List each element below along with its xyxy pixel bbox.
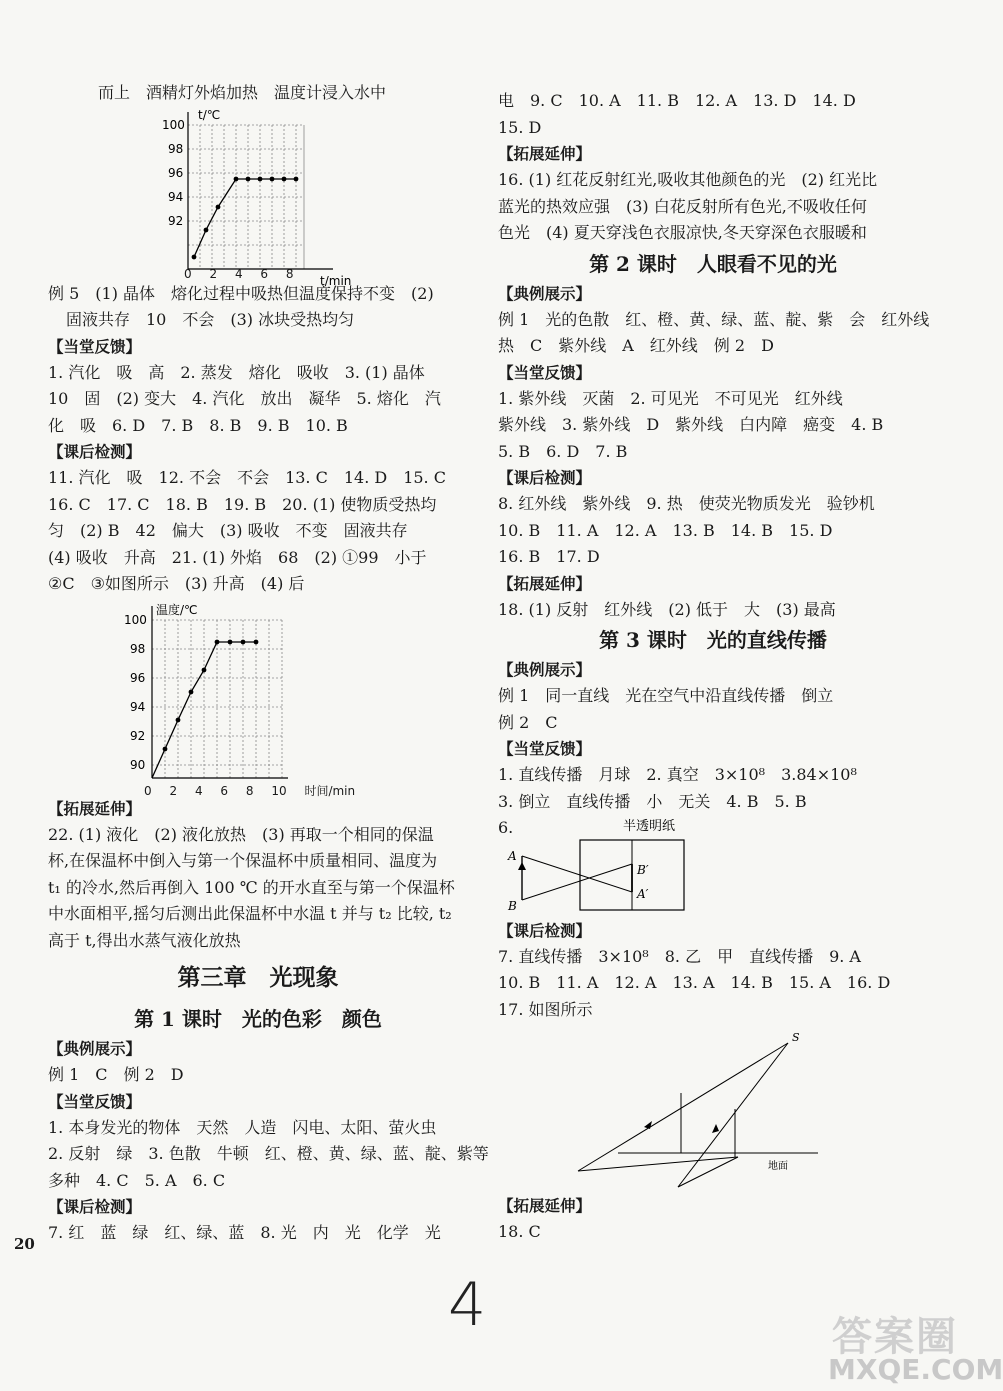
text-line: 1. 汽化 吸 高 2. 蒸发 熔化 吸收 3. (1) 晶体 [48, 362, 425, 382]
text-line: 7. 红 蓝 绿 红、绿、蓝 8. 光 内 光 化学 光 [48, 1223, 441, 1242]
ground-label: 地面 [768, 1161, 788, 1172]
y-tick: 92 [130, 728, 146, 743]
y-tick: 100 [162, 117, 185, 132]
text-line: 1. 紫外线 灭菌 2. 可见光 不可见光 红外线 [498, 388, 843, 408]
text-line: 15. D [498, 117, 542, 137]
text-line: 例 5 (1) 晶体 熔化过程中吸热但温度保持不变 (2) [48, 283, 434, 303]
text-line: 10 固 (2) 变大 4. 汽化 放出 凝华 5. 熔化 汽 [48, 389, 441, 408]
text-line: 10. B 11. A 12. A 13. A 14. B 15. A 16. D [498, 973, 891, 992]
section-heading: 【当堂反馈】 [498, 362, 592, 382]
text-line: t₁ 的冷水,然后再倒入 100 ℃ 的开水直至与第一个保温杯 [48, 877, 455, 897]
x-tick: 10 [271, 783, 287, 798]
text-line: 匀 (2) B 42 偏大 (3) 吸收 不变 固液共存 [48, 521, 408, 540]
text-line: 色光 (4) 夏天穿浅色衣服凉快,冬天穿深色衣服暖和 [498, 223, 867, 242]
text-line: 紫外线 3. 紫外线 D 紫外线 白内障 癌变 4. B [498, 415, 884, 434]
y-tick: 94 [130, 699, 146, 714]
text-line: 16. C 17. C 18. B 19. B 20. (1) 使物质受热均 [48, 494, 437, 514]
text-line: 7. 直线传播 3×10⁸ 8. 乙 甲 直线传播 9. A [498, 946, 861, 966]
section-heading: 【课后检测】 [498, 468, 592, 487]
section-heading: 【典例展示】 [48, 1039, 142, 1058]
watermark-url: MXQE.COM [828, 1353, 1003, 1386]
text-line: 10. B 11. A 12. A 13. B 14. B 15. D [498, 520, 833, 540]
y-axis-label: t/℃ [198, 107, 221, 122]
text-line: 6. [498, 818, 514, 837]
x-tick: 0 [144, 783, 152, 798]
pinhole-camera-figure [498, 818, 718, 918]
text-line: 例 1 光的色散 红、橙、黄、绿、蓝、靛、紫 会 红外线 [498, 309, 930, 329]
point-label: A [508, 848, 517, 863]
text-line: 22. (1) 液化 (2) 液化放热 (3) 再取一个相同的保温 [48, 824, 434, 844]
text-line: 而上 酒精灯外焰加热 温度计浸入水中 [98, 83, 387, 102]
text-line: 例 1 C 例 2 D [48, 1065, 184, 1084]
text-line: 16. B 17. D [498, 547, 600, 566]
x-tick: 2 [169, 783, 178, 798]
x-tick: 2 [209, 266, 218, 281]
x-tick: 6 [220, 783, 229, 798]
section-heading: 【典例展示】 [498, 283, 592, 303]
text-line: 热 C 紫外线 A 红外线 例 2 D [498, 336, 774, 355]
page-number: 20 [14, 1235, 35, 1253]
y-tick: 96 [168, 165, 184, 180]
light-ray-figure [498, 1023, 928, 1193]
text-line: 杯,在保温杯中倒入与第一个保温杯中质量相同、温度为 [48, 851, 438, 870]
text-line: 11. 汽化 吸 12. 不会 不会 13. C 14. D 15. C [48, 468, 446, 487]
section-heading: 【拓展延伸】 [498, 144, 592, 163]
lesson-title: 第 2 课时 人眼看不见的光 [589, 251, 837, 276]
x-tick: 8 [285, 266, 294, 281]
text-line: 2. 反射 绿 3. 色散 牛顿 红、橙、黄、绿、蓝、靛、紫等 [48, 1144, 489, 1163]
section-heading: 【当堂反馈】 [48, 1091, 142, 1111]
text-line: 固液共存 10 不会 (3) 冰块受热均匀 [66, 310, 355, 329]
point-label: A′ [637, 886, 649, 901]
y-tick: 92 [168, 213, 184, 228]
point-label: S [792, 1031, 800, 1044]
text-line: 1. 本身发光的物体 天然 人造 闪电、太阳、萤火虫 [48, 1117, 437, 1137]
point-label: B [508, 898, 517, 913]
section-heading: 【拓展延伸】 [48, 798, 142, 818]
watermark-title: 答案圈 [832, 1314, 958, 1360]
text-line: 电 9. C 10. A 11. B 12. A 13. D 14. D [498, 91, 856, 110]
text-line: 例 1 同一直线 光在空气中沿直线传播 倒立 [498, 686, 834, 705]
right-column [498, 88, 928, 1246]
text-line: 例 2 C [498, 712, 558, 732]
text-line: ②C ③如图所示 (3) 升高 (4) 后 [48, 574, 305, 593]
text-line: 3. 倒立 直线传播 小 无关 4. B 5. B [498, 791, 807, 811]
x-tick: 6 [260, 266, 269, 281]
text-line: 中水面相平,摇匀后测出此保温杯中水温 t 并与 t₂ 比较, t₂ [48, 904, 452, 923]
text-line: 蓝光的热效应强 (3) 白花反射所有色光,不吸收任何 [498, 196, 867, 216]
section-heading: 【课后检测】 [48, 1197, 142, 1216]
y-tick: 94 [168, 189, 184, 204]
text-line: 18. (1) 反射 红外线 (2) 低于 大 (3) 最高 [498, 599, 836, 619]
x-tick: 4 [234, 266, 243, 281]
x-tick: 8 [245, 783, 254, 798]
left-column [48, 80, 489, 1247]
text-line: 5. B 6. D 7. B [498, 441, 628, 461]
x-axis-label: t/min [320, 273, 352, 288]
lesson-title: 第 1 课时 光的色彩 颜色 [134, 1007, 382, 1031]
y-axis-label: 温度/℃ [156, 602, 198, 617]
y-tick: 100 [124, 612, 147, 627]
temperature-chart-1 [48, 107, 378, 288]
section-heading: 【拓展延伸】 [498, 1196, 592, 1215]
text-line: 18. C [498, 1222, 541, 1241]
text-line: 化 吸 6. D 7. B 8. B 9. B 10. B [48, 415, 348, 435]
lesson-title: 第 3 课时 光的直线传播 [599, 628, 827, 652]
handwritten-number: 4 [448, 1270, 487, 1340]
section-heading: 【课后检测】 [48, 442, 142, 461]
x-tick: 0 [184, 266, 192, 281]
y-tick: 96 [130, 670, 146, 685]
x-ticks-row [144, 782, 468, 796]
text-line: 1. 直线传播 月球 2. 真空 3×10⁸ 3.84×10⁸ [498, 765, 857, 784]
figure-label: 半透明纸 [623, 818, 676, 834]
section-heading: 【课后检测】 [498, 920, 592, 940]
text-line: 多种 4. C 5. A 6. C [48, 1170, 226, 1190]
section-heading: 【拓展延伸】 [498, 573, 592, 593]
x-axis-label: 时间/min [304, 783, 356, 798]
watermark [822, 1305, 1003, 1386]
text-line: 16. (1) 红花反射红光,吸收其他颜色的光 (2) 红光比 [498, 170, 878, 189]
temperature-chart-2 [48, 598, 378, 788]
section-heading: 【典例展示】 [498, 660, 592, 679]
y-tick: 90 [130, 757, 146, 772]
text-line: 8. 红外线 紫外线 9. 热 使荧光物质发光 验钞机 [498, 494, 875, 513]
text-line: (4) 吸收 升高 21. (1) 外焰 68 (2) ①99 小于 [48, 547, 427, 567]
text-line: 17. 如图所示 [498, 999, 593, 1019]
point-label: B′ [637, 862, 649, 877]
y-tick: 98 [168, 141, 184, 156]
chapter-title: 第三章 光现象 [177, 964, 339, 991]
section-heading: 【当堂反馈】 [498, 739, 592, 758]
y-tick: 98 [130, 641, 146, 656]
text-line: 高于 t,得出水蒸气液化放热 [48, 930, 241, 950]
x-tick: 4 [194, 783, 203, 798]
section-heading: 【当堂反馈】 [48, 336, 142, 356]
